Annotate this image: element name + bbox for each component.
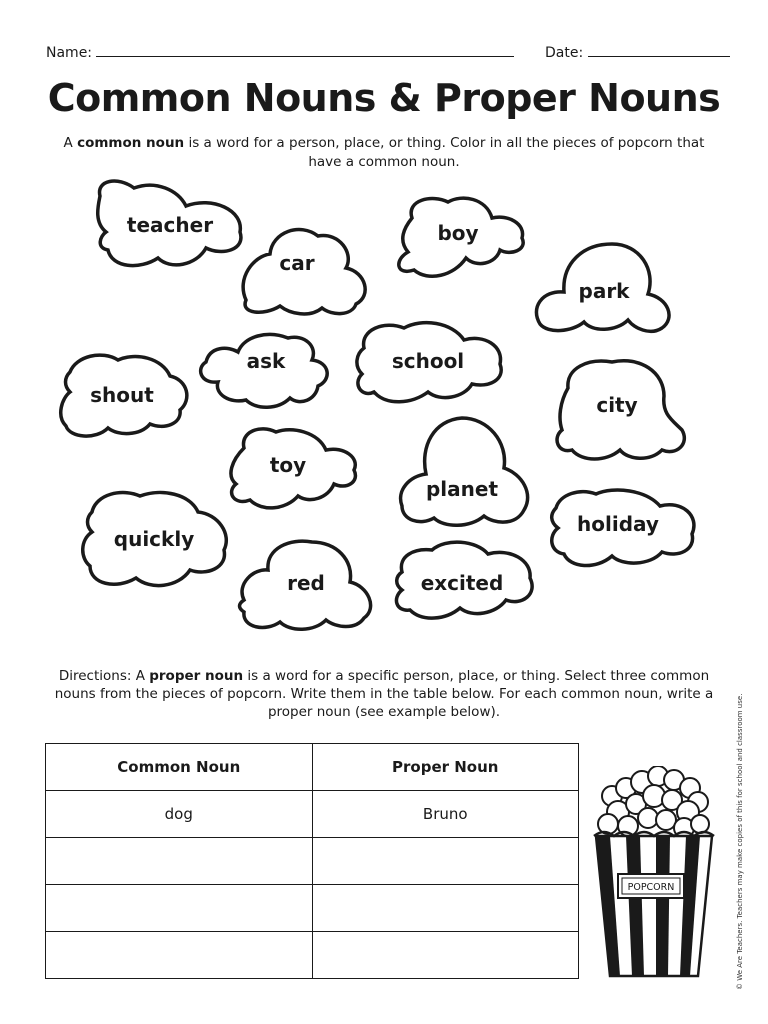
popcorn-piece[interactable] (61, 355, 187, 436)
popcorn-piece[interactable] (536, 244, 669, 331)
popcorn-piece[interactable] (399, 198, 523, 276)
popcorn-piece[interactable] (231, 429, 355, 508)
popcorn-piece[interactable] (201, 334, 328, 407)
intro-term: common noun (77, 135, 185, 151)
popcorn-piece[interactable] (552, 490, 694, 566)
popcorn-word: ask (246, 349, 286, 373)
popcorn-piece[interactable] (357, 323, 501, 402)
common-noun-cell[interactable] (46, 838, 313, 885)
popcorn-bucket-icon (592, 766, 716, 978)
table-header-row (46, 744, 579, 791)
directions-prefix: Directions: A (58, 668, 150, 684)
popcorn-word: quickly (113, 527, 195, 551)
common-noun-cell[interactable] (46, 885, 313, 932)
copyright-notice: © We Are Teachers. Teachers may make copies of this for school and classroom use. (736, 693, 744, 990)
directions-term: proper noun (149, 668, 244, 684)
popcorn-piece[interactable] (243, 230, 365, 314)
popcorn-piece[interactable] (557, 361, 684, 459)
noun-table (45, 743, 579, 979)
popcorn-piece[interactable] (240, 541, 371, 629)
popcorn-word: car (279, 251, 315, 275)
popcorn-word: toy (269, 453, 307, 477)
popcorn-word: excited (420, 571, 504, 595)
popcorn-piece[interactable] (98, 181, 241, 266)
common-noun-cell[interactable] (46, 932, 313, 979)
bucket-label: POPCORN (627, 882, 675, 893)
table-row (46, 791, 579, 838)
proper-noun-cell[interactable] (312, 838, 579, 885)
table-row (46, 838, 579, 885)
page-title: Common Nouns & Proper Nouns (47, 76, 721, 120)
popcorn-piece[interactable] (83, 493, 227, 586)
proper-noun-cell: Bruno (312, 791, 579, 838)
header-common-noun: Common Noun (46, 744, 313, 791)
popcorn-word: red (287, 571, 325, 595)
name-label: Name: (46, 45, 93, 61)
popcorn-word: planet (425, 477, 499, 501)
popcorn-word: teacher (126, 213, 214, 237)
intro-rest: is a word for a person, place, or thing. Color in all the pieces of popcorn that have a common noun. (184, 135, 705, 170)
popcorn-word: city (596, 393, 638, 417)
proper-noun-cell[interactable] (312, 885, 579, 932)
proper-noun-cell[interactable] (312, 932, 579, 979)
directions-text (40, 667, 728, 721)
common-noun-cell: dog (46, 791, 313, 838)
popcorn-piece[interactable] (396, 542, 532, 618)
popcorn-word: school (391, 349, 465, 373)
table-row (46, 885, 579, 932)
popcorn-word: shout (90, 383, 154, 407)
intro-prefix: A (63, 135, 78, 151)
directions-rest: is a word for a specific person, place, or thing. Select three common nouns from the pieces of popcorn. Write them in the table below. For each common noun, write a proper noun (see example below). (54, 668, 714, 720)
date-label: Date: (545, 45, 584, 61)
popcorn-word: holiday (577, 512, 659, 536)
table-row (46, 932, 579, 979)
header-proper-noun: Proper Noun (312, 744, 579, 791)
popcorn-word: park (578, 279, 630, 303)
popcorn-word: boy (437, 221, 479, 245)
popcorn-piece[interactable] (401, 418, 528, 525)
